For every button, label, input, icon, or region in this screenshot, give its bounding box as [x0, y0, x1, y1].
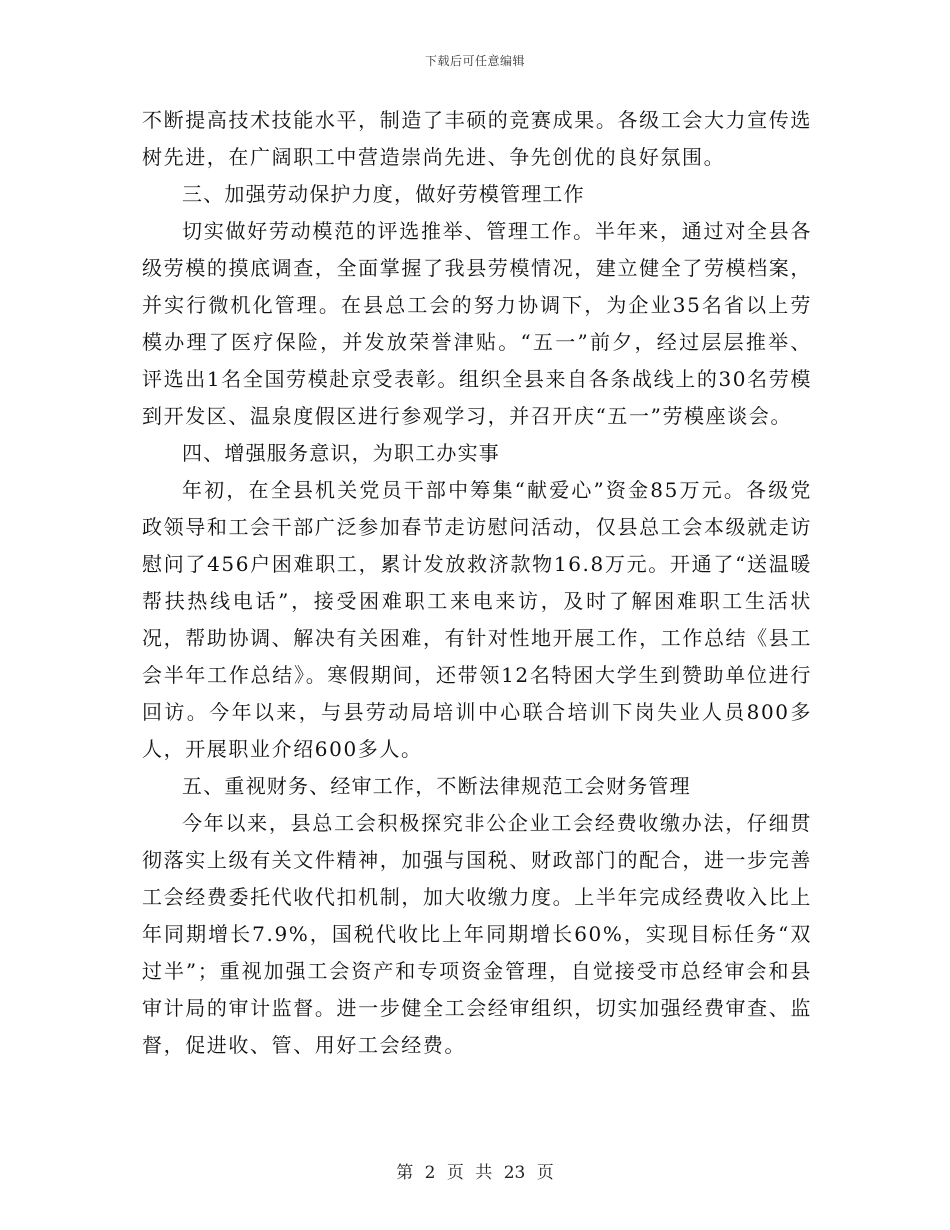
paragraph-continuation: 不断提高技术技能水平，制造了丰硕的竞赛成果。各级工会大力宣传选树先进，在广阔职工中营造崇尚先进、争先创优的良好氛围。	[142, 108, 812, 169]
paragraph-finance: 今年以来，县总工会积极探究非公企业工会经费收缴办法，仔细贯彻落实上级有关文件精神，加强与国税、财政部门的配合，进一步完善工会经费委托代收代扣机制，加大收缴力度。上半年完成经费收入比上年同期增长7.9%，国税代收比上年同期增长60%，实现目标任务“双过半”；重视加强工会资产和专项资金管理，自觉接受市总经审会和县审计局的审计监督。进一步健全工会经审组织，切实加强经费审查、监督，促进收、管、用好工会经费。	[142, 811, 812, 1057]
paragraph-labor-models: 切实做好劳动模范的评选推举、管理工作。半年来，通过对全县各级劳模的摸底调查，全面掌握了我县劳模情况，建立健全了劳模档案，并实行微机化管理。在县总工会的努力协调下，为企业35名省以上劳模办理了医疗保险，并发放荣誉津贴。“五一”前夕，经过层层推举、评选出1名全国劳模赴京受表彰。组织全县来自各条战线上的30名劳模到开发区、温泉度假区进行参观学习，并召开庆“五一”劳模座谈会。	[142, 219, 812, 428]
section-heading-5: 五、重视财务、经审工作，不断法律规范工会财务管理	[182, 774, 691, 798]
header-note: 下载后可任意编辑	[424, 54, 525, 68]
document-body	[142, 102, 812, 1064]
paragraph-services: 年初，在全县机关党员干部中筹集“献爱心”资金85万元。各级党政领导和工会干部广泛参加春节走访慰问活动，仅县总工会本级就走访慰问了456户困难职工，累计发放救济款物16.8万元。开通了“送温暖帮扶热线电话”，接受困难职工来电来访，及时了解困难职工生活状况，帮助协调、解决有关困难，有针对性地开展工作，工作总结《县工会半年工作总结》。寒假期间，还带领12名特困大学生到赞助单位进行回访。今年以来，与县劳动局培训中心联合培训下岗失业人员800多人，开展职业介绍600多人。	[142, 478, 812, 761]
section-heading-4: 四、增强服务意识，为职工办实事	[182, 441, 500, 465]
page-number-footer: 第 2 页 共 23 页	[396, 1163, 554, 1183]
section-heading-3: 三、加强劳动保护力度，做好劳模管理工作	[182, 182, 585, 206]
